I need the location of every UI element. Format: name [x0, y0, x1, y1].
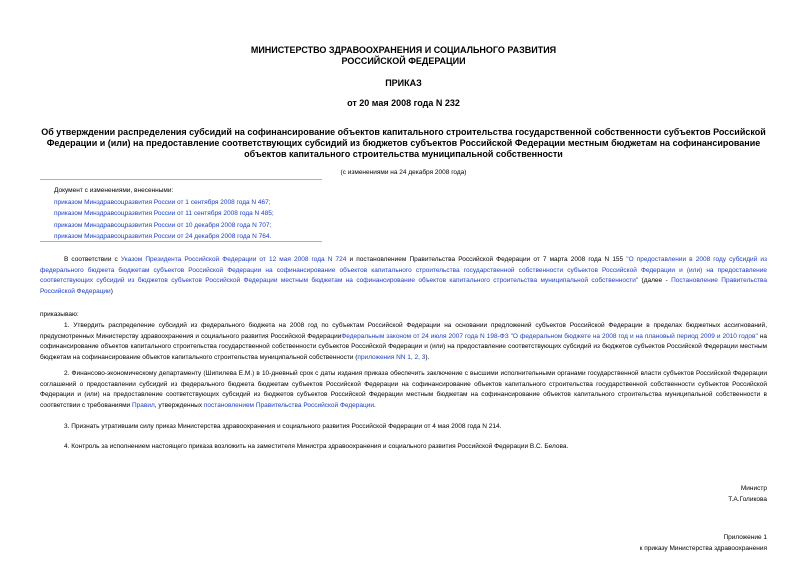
order-item-1: 1. Утвердить распределение субсидий из федерального бюджета на 2008 год по субъектам Российской Федерации на основании предложений субъектов Российской Федерации в пределах бюджетных ассигнований, предусмотренных Министерству здравоохранения и социального развития Российской ФедерацииФедеральным законом от 24 июля 2007 года N 198-ФЗ "О федеральном бюджете на 2008 год и на плановый период 2009 и 2010 годов" на софинансирование объектов капитального строительства государственной собственности субъектов Российской Федерации и (или) на предоставление соответствующих субсидий из бюджетов субъектов Российской Федерации местным бюджетам на софинансирование объектов капитального строительства муниципальной собственности (приложения NN 1, 2, 3).: [40, 322, 768, 361]
federal-law-link[interactable]: Федеральным законом от 24 июля 2007 года N 198-ФЗ "О федеральном бюджете на 2008 год и на плановый период 2009 и 2010 годов": [341, 332, 758, 340]
order-item-4: 4. Контроль за исполнением настоящего приказа возложить на заместителя Министра здравоохранения и социального развития Российской Федерации В.С. Белова.: [64, 443, 569, 450]
appendix-header: [640, 532, 767, 554]
government-resolution-link-2[interactable]: постановлением Правительства Российской Федерации: [203, 401, 375, 409]
order-item-2: 2. Финансово-экономическому департаменту (Шипилева Е.М.) в 10-дневный срок с даты издания приказа обеспечить заключение с высшими исполнительными органами государственной власти субъектов Российской Федерации соглашений о предоставлении субсидий из федерального бюджета бюджетам субъектов Российской Федерации на софинансирование объектов капитального строительства государственной собственности субъектов Российской Федерации и (или) на предоставление соответствующих субсидий из бюджетов субъектов Российской Федерации местным бюджетам на софинансирование объектов капитального строительства муниципальной собственности в соответствии с требованиями Правил, утвержденных постановлением Правительства Российской Федерации.: [40, 370, 767, 409]
amendments-top-divider: [40, 179, 322, 180]
amendments-intro: Документ с изменениями, внесенными:: [54, 187, 174, 194]
rules-link[interactable]: Правил: [132, 401, 155, 409]
ministry-line-1: МИНИСТЕРСТВО ЗДРАВООХРАНЕНИЯ И СОЦИАЛЬНОГО РАЗВИТИЯ: [250, 45, 557, 55]
ministry-heading: [0, 45, 807, 67]
signature-block: [728, 483, 767, 505]
revision-note: (с изменениями на 24 декабря 2008 года): [340, 169, 467, 176]
appendix-reference: к приказу Министерства здравоохранения: [639, 545, 767, 552]
ministry-line-2: РОССИЙСКОЙ ФЕДЕРАЦИИ: [341, 56, 466, 66]
document-title: Об утверждении распределения субсидий на софинансирование объектов капитального строительства государственной собственности субъектов Российской Федерации и (или) на предоставление соответствующих субсидий из бюджетов субъектов Российской Федерации местным бюджетам на софинансирование объектов капитального строительства муниципальной собственности: [41, 127, 766, 159]
signature-position: Министр: [740, 485, 767, 492]
presidential-decree-link[interactable]: Указом Президента Российской Федерации от 12 мая 2008 года N 724: [120, 256, 347, 263]
order-date: от 20 мая 2008 года N 232: [347, 98, 460, 108]
order-heading: ПРИКАЗ: [385, 78, 422, 88]
preamble-paragraph: В соответствии с Указом Президента Российской Федерации от 12 мая 2008 года N 724 и постановлением Правительства Российской Федерации от 7 марта 2008 года N 155 "О предоставлении в 2008 году субсидий из федерального бюджета бюджетам субъектов Российской Федерации на софинансирование объектов капитального строительства государственной собственности субъектов Российской Федерации и (или) на предоставление соответствующих субсидий из бюджетов субъектов Российской Федерации местным бюджетам на софинансирование объектов капитального строительства муниципальной собственности" (далее - Постановление Правительства Российской Федерации): [40, 256, 767, 295]
government-resolution-short-link[interactable]: Постановление Правительства Российской Федерации: [40, 277, 767, 295]
appendices-link[interactable]: приложения NN 1, 2, 3: [357, 353, 426, 361]
signature-name: Т.А.Голикова: [728, 496, 767, 503]
amendment-link-3[interactable]: приказом Минздравсоцразвития России от 10 декабря 2008 года N 707;: [54, 221, 272, 229]
orders-word: приказываю:: [40, 311, 79, 318]
appendix-label: Приложение 1: [723, 534, 767, 541]
amendments-list: [54, 185, 274, 243]
amendment-link-1[interactable]: приказом Минздравсоцразвития России от 1 сентября 2008 года N 467;: [54, 198, 271, 206]
government-resolution-link[interactable]: "О предоставлении в 2008 году субсидий из федерального бюджета бюджетам субъектов Российской Федерации на софинансирование объектов капитального строительства государственной собственности субъектов Российской Федерации и (или) на предоставление соответствующих субсидий из бюджетов субъектов Российской Федерации местным бюджетам на софинансирование объектов капитального строительства муниципальной собственности": [40, 256, 767, 284]
amendments-bottom-divider: [40, 241, 322, 242]
amendment-link-4[interactable]: приказом Минздравсоцразвития России от 24 декабря 2008 года N 764.: [54, 233, 272, 240]
amendment-link-2[interactable]: приказом Минздравсоцразвития России от 11 сентября 2008 года N 485;: [54, 210, 274, 217]
order-item-3: 3. Признать утратившим силу приказ Министерства здравоохранения и социального развития Российской Федерации от 4 мая 2008 года N 214.: [64, 423, 502, 430]
